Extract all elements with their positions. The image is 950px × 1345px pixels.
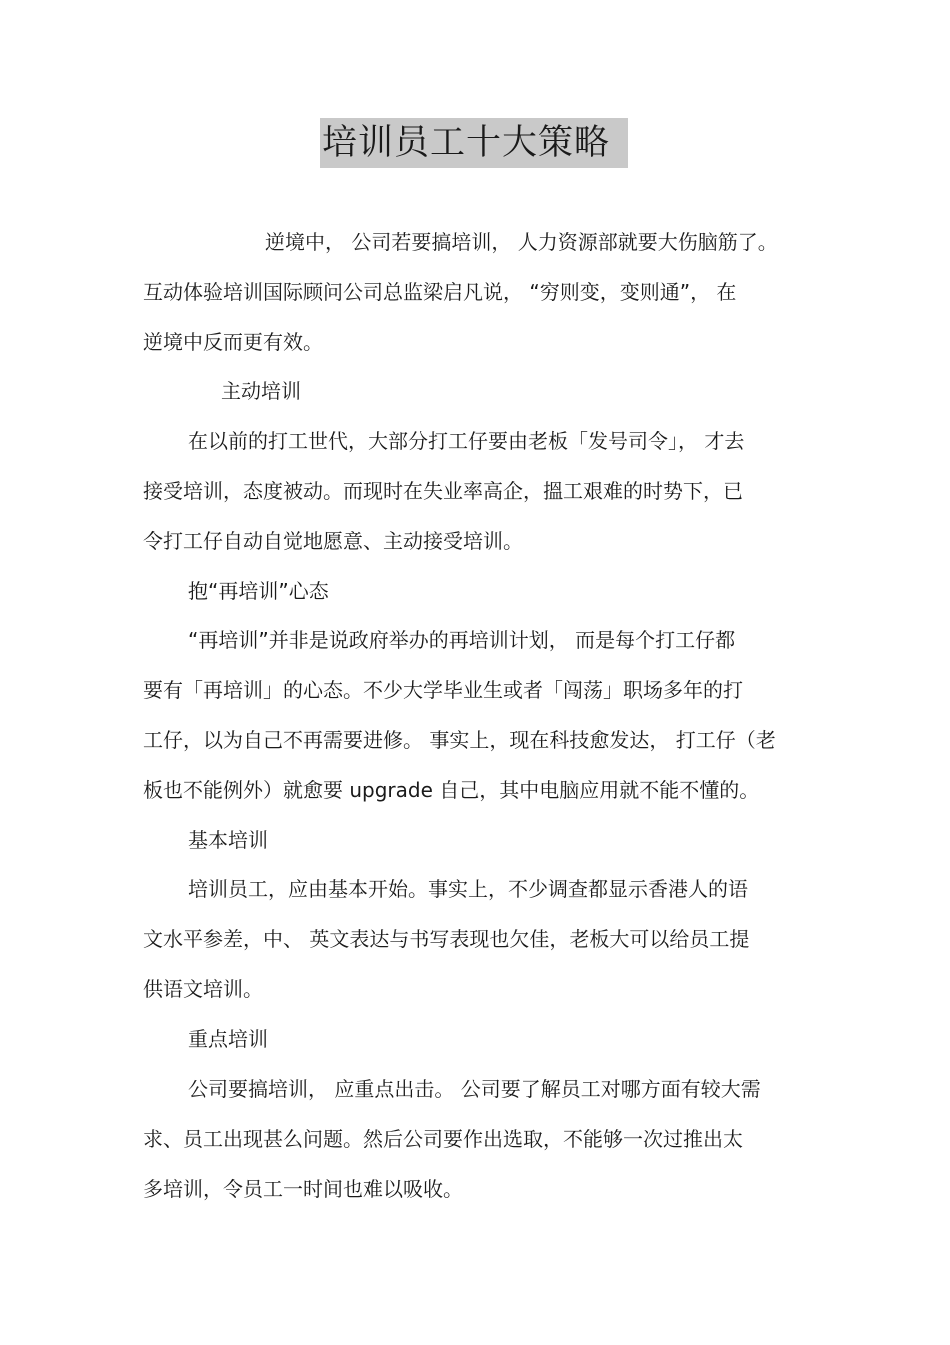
document-title: 培训员工十大策略: [322, 123, 611, 163]
paragraph-line: 培训员工，应由基本开始。事实上，不少调查都显示香港人的语: [188, 877, 748, 901]
section-heading: 重点培训: [188, 1027, 268, 1051]
paragraph-line: “再培训”并非是说政府举办的再培训计划， 而是每个打工仔都: [188, 628, 736, 652]
paragraph-line: 要有「再培训」的心态。不少大学毕业生或者「闯荡」职场多年的打: [143, 678, 743, 702]
paragraph-line: 求、员工出现甚么问题。然后公司要作出选取，不能够一次过推出太: [143, 1127, 743, 1151]
paragraph-line: 逆境中反而更有效。: [143, 330, 323, 354]
paragraph-line: 互动体验培训国际顾问公司总监梁启凡说， “穷则变，变则通”， 在: [143, 280, 737, 304]
title-highlight: [320, 118, 628, 168]
section-heading: 主动培训: [221, 379, 301, 403]
paragraph-line: 工仔，以为自己不再需要进修。 事实上，现在科技愈发达， 打工仔（老: [143, 728, 776, 752]
paragraph-line: 逆境中， 公司若要搞培训， 人力资源部就要大伤脑筋了。: [265, 230, 778, 254]
section-heading: 基本培训: [188, 828, 268, 852]
paragraph-line: 文水平参差，中、 英文表达与书写表现也欠佳，老板大可以给员工提: [143, 927, 750, 951]
paragraph-line: 多培训，令员工一时间也难以吸收。: [143, 1177, 463, 1201]
paragraph-line: 供语文培训。: [143, 977, 263, 1001]
paragraph-line: 公司要搞培训， 应重点出击。 公司要了解员工对哪方面有较大需: [188, 1077, 761, 1101]
section-heading: 抱“再培训”心态: [188, 579, 329, 603]
paragraph-line: 令打工仔自动自觉地愿意、主动接受培训。: [143, 529, 523, 553]
paragraph-line: 接受培训，态度被动。而现时在失业率高企，搵工艰难的时势下，已: [143, 479, 743, 503]
paragraph-line: 板也不能例外）就愈要 upgrade 自己，其中电脑应用就不能不懂的。: [143, 778, 760, 802]
paragraph-line: 在以前的打工世代，大部分打工仔要由老板「发号司令」， 才去: [188, 429, 745, 453]
